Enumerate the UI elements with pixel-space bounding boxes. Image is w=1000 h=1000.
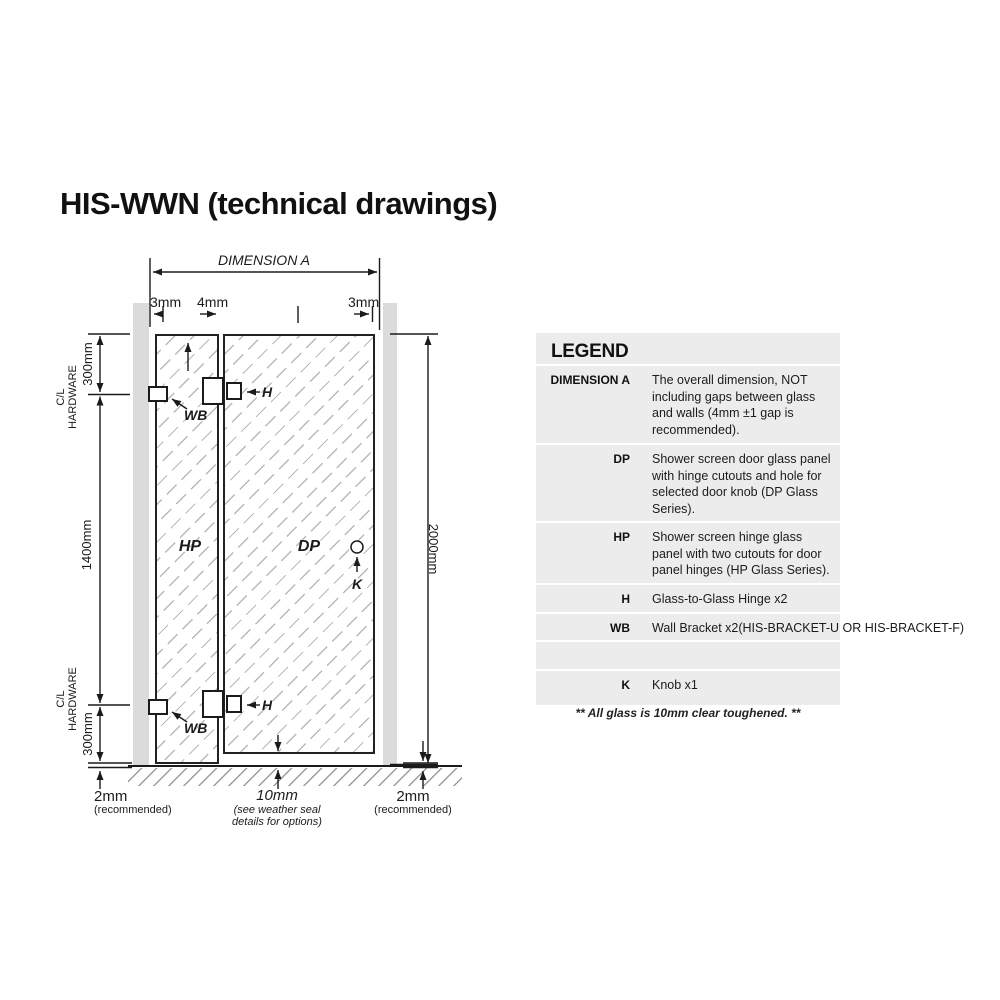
legend-term: H [621, 592, 630, 606]
floor-gap-right-value: 2mm [396, 788, 430, 805]
floor-gap-left-value: 2mm [94, 788, 128, 805]
door-panel-label: DP [297, 538, 321, 555]
legend-desc [652, 648, 832, 665]
total-height-label: 2000mm [426, 523, 441, 575]
legend-desc: Wall Bracket x2(HIS-BRACKET-U OR HIS-BRACKET-F) [652, 620, 965, 635]
floor-gap-left-note: (recommended) [94, 804, 172, 816]
legend-row-dp [536, 443, 840, 521]
cl-hardware-bottom-label: C/L HARDWARE [55, 667, 79, 731]
legend-header: LEGEND [551, 341, 629, 362]
legend-desc: Glass-to-Glass Hinge x2 [652, 592, 788, 606]
floor-gap-mid-value: 10mm [256, 787, 298, 804]
gap-right-label: 3mm [348, 294, 380, 310]
floor-gap-right-note: (recommended) [374, 804, 452, 816]
knob-label: K [351, 576, 363, 592]
legend-desc: Knob x1 [652, 678, 698, 692]
hinge-bottom-label: H [262, 697, 273, 713]
legend-desc: Shower screen hinge glass panel with two cutouts for door panel hinges (HP Glass Series). [652, 530, 830, 577]
right-wall [383, 303, 397, 766]
floor-gap-mid-note: (see weather seal details for options) [232, 804, 322, 828]
bracket-bottom-label: WB [184, 720, 208, 736]
glass-footnote: ** All glass is 10mm clear toughened. ** [575, 706, 801, 720]
legend-row-k [536, 669, 840, 705]
hinge-panel-label: HP [178, 538, 202, 555]
legend-row-h [536, 583, 840, 612]
left-wall [133, 303, 149, 766]
floor-hatching [128, 768, 462, 786]
hinge-top-label: H [262, 384, 273, 400]
legend-row-hp [536, 521, 840, 583]
gap-left-label: 3mm [150, 294, 182, 310]
legend-row-empty [536, 640, 840, 669]
segment-1400-label: 1400mm [79, 519, 94, 571]
page-title: HIS-WWN (technical drawings) [60, 186, 498, 221]
legend-term: DP [613, 452, 630, 466]
legend-term: DIMENSION A [550, 373, 630, 387]
legend-term: WB [610, 620, 630, 635]
legend-term: K [621, 678, 630, 692]
legend-term: HP [613, 530, 630, 544]
legend-row-wb [536, 612, 965, 641]
cl-hardware-top-label: C/L HARDWARE [55, 365, 79, 429]
legend-desc: Shower screen door glass panel with hinge cutouts and hole for selected door knob (DP Glass Series). [652, 452, 831, 516]
legend-row-dimension-a [536, 364, 840, 443]
gap-mid-label: 4mm [197, 294, 229, 310]
bracket-top-label: WB [184, 407, 208, 423]
segment-300-bottom-label: 300mm [80, 712, 95, 756]
segment-300-top-label: 300mm [80, 342, 95, 386]
legend-term [538, 648, 630, 665]
legend-desc: The overall dimension, NOT including gaps between glass and walls (4mm ±1 gap is recommended). [652, 373, 816, 437]
legend-panel [536, 333, 965, 705]
dimension-a-label: DIMENSION A [217, 252, 311, 268]
